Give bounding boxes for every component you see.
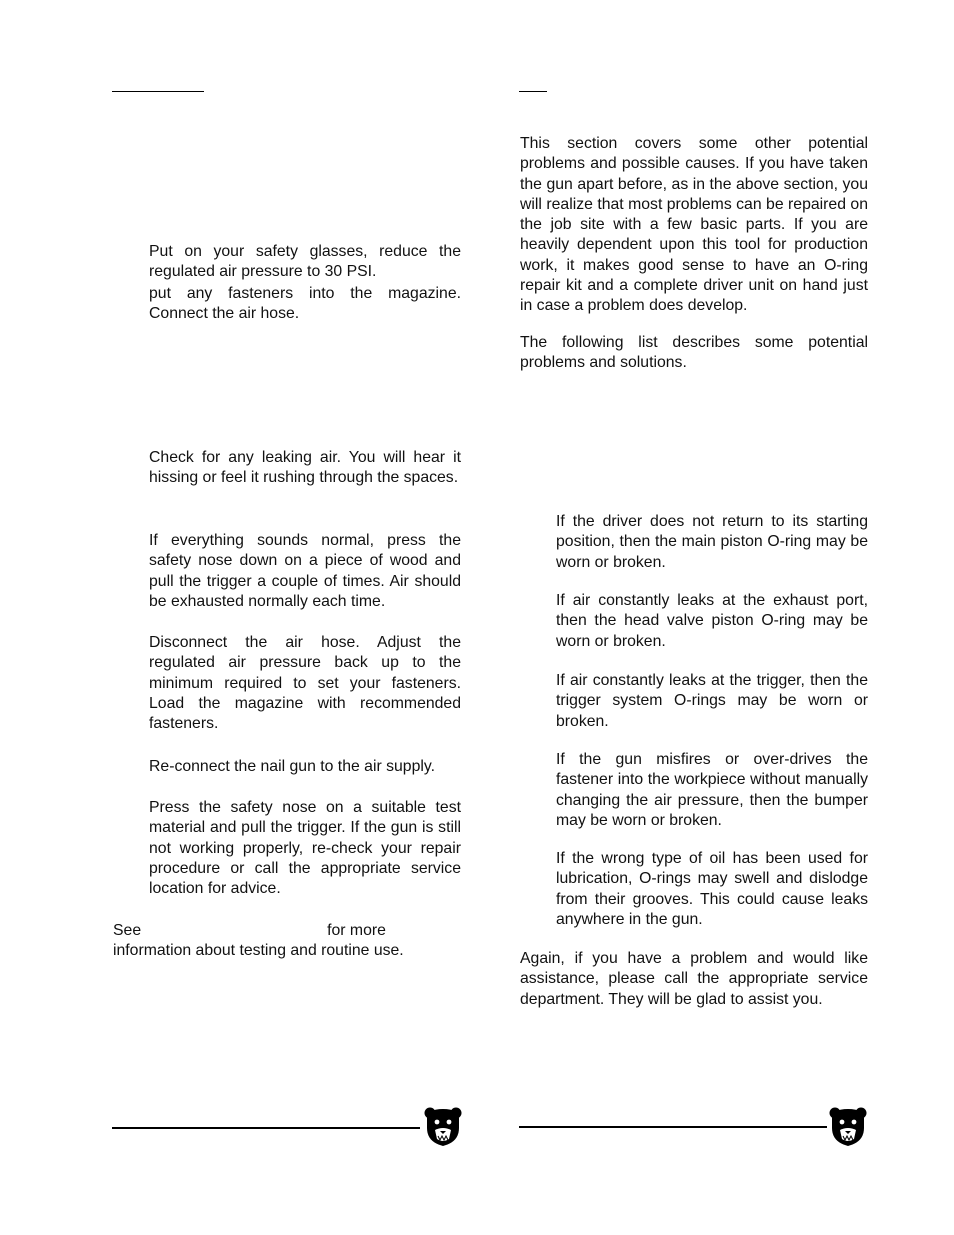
problem-item: If air constantly leaks at the exhaust port, then the head valve piston O-ring may be worn or broken. (556, 592, 868, 650)
step2-text: Check for any leaking air. You will hear it hissing or feel it rushing through the spaces. (149, 449, 461, 487)
see-suffix: for more information about testing and routine use. (113, 922, 404, 960)
see-prefix: See (113, 922, 142, 939)
step5-text: Re-connect the nail gun to the air supply. (149, 758, 435, 775)
problem-item: If the wrong type of oil has been used for lubrication, O-rings may swell and dislodge from their grooves. This could cause leaks anywhere in the gun. (556, 850, 868, 928)
step6-text: Press the safety nose on a suitable test material and pull the trigger. If the gun is still not working properly, re-check your repair procedure or call the appropriate service location for advice. (149, 799, 461, 898)
problem-item: If air constantly leaks at the trigger, then the trigger system O-rings may be worn or broken. (556, 672, 868, 730)
step1b-text: put any fasteners into the magazine. Connect the air hose. (149, 285, 461, 323)
left-footer-rule (112, 1127, 420, 1129)
step1-text: Put on your safety glasses, reduce the regulated air pressure to 30 PSI. (149, 243, 461, 281)
list-intro-paragraph: The following list describes some potential problems and solutions. (520, 334, 868, 372)
bear-head-icon (423, 1106, 463, 1148)
step4-text: Disconnect the air hose. Adjust the regulated air pressure back up to the minimum required to set your fasteners. Load the magazine with recommended fasteners. (149, 634, 461, 733)
intro-paragraph: This section covers some other potential problems and possible causes. If you have taken the gun apart before, as in the above section, you will realize that most problems can be repaired on the job site with a few basic parts. If you are heavily dependent upon this tool for production work, it makes good sense to have an O-ring repair kit and a complete driver unit on hand just in case a problem does develop. (520, 135, 868, 315)
problem-item: If the gun misfires or over-drives the fastener into the workpiece without manually changing the air pressure, then the bumper may be worn or broken. (556, 751, 868, 829)
right-footer-rule (519, 1126, 827, 1128)
left-header-rule (112, 91, 204, 92)
bear-head-icon (828, 1106, 868, 1148)
closing-paragraph: Again, if you have a problem and would like assistance, please call the appropriate service department. They will be glad to assist you. (520, 950, 868, 1008)
see-reference (113, 921, 461, 962)
problem-item: If the driver does not return to its starting position, then the main piston O-ring may be worn or broken. (556, 513, 868, 571)
step3-text: If everything sounds normal, press the safety nose down on a piece of wood and pull the trigger a couple of times. Air should be exhausted normally each time. (149, 532, 461, 610)
right-header-rule (519, 91, 547, 92)
